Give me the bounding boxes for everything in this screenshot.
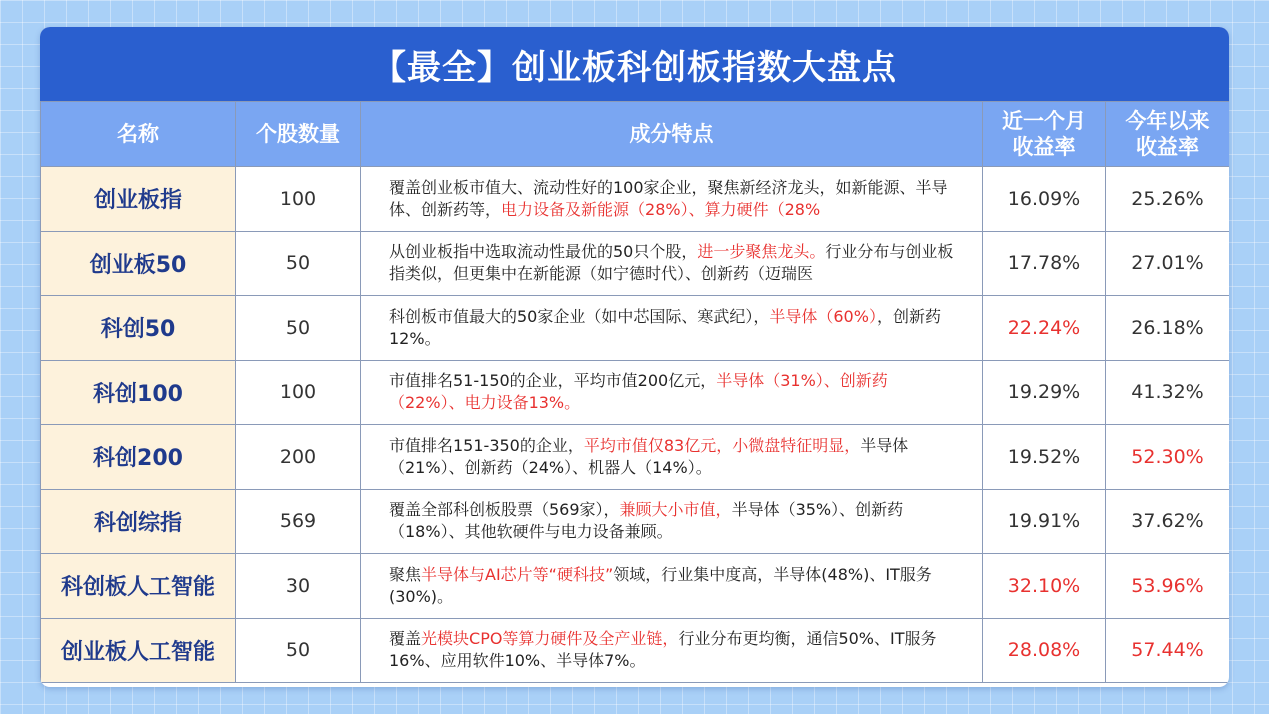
- index-name: 创业板指: [41, 167, 236, 232]
- index-name: 创业板人工智能: [41, 618, 236, 683]
- month-return: 16.09%: [983, 167, 1106, 232]
- description-segment: 半导体（35%）、创新药（18%）、其他软硬件与电力设备兼顾。: [389, 500, 904, 542]
- composition-description: [361, 167, 983, 232]
- ytd-return: 41.32%: [1106, 360, 1230, 425]
- ytd-return: 26.18%: [1106, 296, 1230, 361]
- composition-description: [361, 618, 983, 683]
- description-text: [389, 241, 958, 285]
- composition-description: [361, 554, 983, 619]
- stock-count: 50: [236, 618, 361, 683]
- ytd-return: 37.62%: [1106, 489, 1230, 554]
- header-ytd-return: [1106, 102, 1230, 167]
- header-ytd-line2: 收益率: [1136, 135, 1199, 159]
- table-row: [41, 231, 1230, 296]
- stock-count: 50: [236, 296, 361, 361]
- description-text: [389, 306, 958, 350]
- table-body: [41, 167, 1230, 683]
- table-header-row: [41, 102, 1230, 167]
- ytd-return: 57.44%: [1106, 618, 1230, 683]
- index-name: 科创板人工智能: [41, 554, 236, 619]
- month-return: 17.78%: [983, 231, 1106, 296]
- table-row: [41, 360, 1230, 425]
- composition-description: [361, 489, 983, 554]
- highlight-text: 进一步聚焦龙头。: [697, 242, 826, 262]
- highlight-text: 半导体（31%）、创新药（22%）、电力设备13%。: [389, 371, 888, 413]
- month-return: 28.08%: [983, 618, 1106, 683]
- page-title: 【最全】创业板科创板指数大盘点: [40, 27, 1229, 101]
- table-row: [41, 489, 1230, 554]
- header-month-return: [983, 102, 1106, 167]
- ytd-return: 53.96%: [1106, 554, 1230, 619]
- header-count: 个股数量: [236, 102, 361, 167]
- description-text: [389, 628, 958, 672]
- table-row: [41, 425, 1230, 490]
- ytd-return: 27.01%: [1106, 231, 1230, 296]
- stock-count: 200: [236, 425, 361, 490]
- composition-description: [361, 360, 983, 425]
- month-return: 22.24%: [983, 296, 1106, 361]
- table-row: [41, 554, 1230, 619]
- description-text: [389, 435, 958, 479]
- month-return: 19.29%: [983, 360, 1106, 425]
- composition-description: [361, 296, 983, 361]
- index-name: 创业板50: [41, 231, 236, 296]
- description-text: [389, 177, 958, 221]
- highlight-text: 兼顾大小市值，: [619, 500, 732, 520]
- description-segment: 半导体（21%）、创新药（24%）、机器人（14%）。: [389, 435, 909, 477]
- description-segment: 行业分布与创业板指类似，但更集中在新能源（如宁德时代）、创新药（迈瑞医: [389, 242, 954, 284]
- index-name: 科创50: [41, 296, 236, 361]
- stock-count: 100: [236, 360, 361, 425]
- index-name: 科创200: [41, 425, 236, 490]
- table-row: [41, 296, 1230, 361]
- highlight-text: 平均市值仅83亿元，小微盘特征明显，: [583, 435, 861, 455]
- month-return: 19.91%: [983, 489, 1106, 554]
- composition-description: [361, 231, 983, 296]
- header-month-line2: 收益率: [1012, 135, 1076, 159]
- header-desc: 成分特点: [361, 102, 983, 167]
- stock-count: 50: [236, 231, 361, 296]
- month-return: 32.10%: [983, 554, 1106, 619]
- header-name: 名称: [41, 102, 236, 167]
- description-segment: 覆盖: [389, 629, 422, 649]
- highlight-text: 光模块CPO等算力硬件及全产业链，: [421, 629, 679, 649]
- highlight-text: 电力设备及新能源（28%）、算力硬件（28%: [501, 199, 821, 219]
- description-segment: 领域，行业集中度高，半导体(48%)、IT服务(30%)。: [389, 564, 932, 606]
- month-return: 19.52%: [983, 425, 1106, 490]
- ytd-return: 25.26%: [1106, 167, 1230, 232]
- table-row: [41, 167, 1230, 232]
- description-segment: 行业分布更均衡，通信50%、IT服务16%、应用软件10%、半导体7%。: [389, 629, 937, 671]
- stock-count: 100: [236, 167, 361, 232]
- description-text: [389, 370, 958, 414]
- description-segment: 市值排名151-350的企业，: [389, 435, 584, 455]
- index-name: 科创100: [41, 360, 236, 425]
- index-table: [40, 101, 1229, 683]
- header-month-line1: 近一个月: [1002, 109, 1086, 133]
- stock-count: 569: [236, 489, 361, 554]
- header-ytd-line1: 今年以来: [1125, 109, 1210, 133]
- description-segment: 科创板市值最大的50家企业（如中芯国际、寒武纪），: [389, 306, 770, 326]
- description-segment: 聚焦: [389, 564, 422, 584]
- index-summary-card: [40, 27, 1229, 687]
- ytd-return: 52.30%: [1106, 425, 1230, 490]
- composition-description: [361, 425, 983, 490]
- description-segment: 覆盖创业板市值大、流动性好的100家企业，聚焦新经济龙头，如新能源、半导体、创新药等，: [389, 177, 948, 219]
- description-segment: ，创新药12%。: [389, 306, 941, 348]
- index-name: 科创综指: [41, 489, 236, 554]
- description-segment: 市值排名51-150的企业，平均市值200亿元，: [389, 371, 717, 391]
- highlight-text: 半导体（60%）: [769, 306, 877, 326]
- description-text: [389, 564, 958, 608]
- description-segment: 覆盖全部科创板股票（569家），: [389, 500, 620, 520]
- table-row: [41, 618, 1230, 683]
- description-text: [389, 499, 958, 543]
- description-segment: 从创业板指中选取流动性最优的50只个股，: [389, 242, 698, 262]
- highlight-text: 半导体与AI芯片等“硬科技”: [421, 564, 614, 584]
- stock-count: 30: [236, 554, 361, 619]
